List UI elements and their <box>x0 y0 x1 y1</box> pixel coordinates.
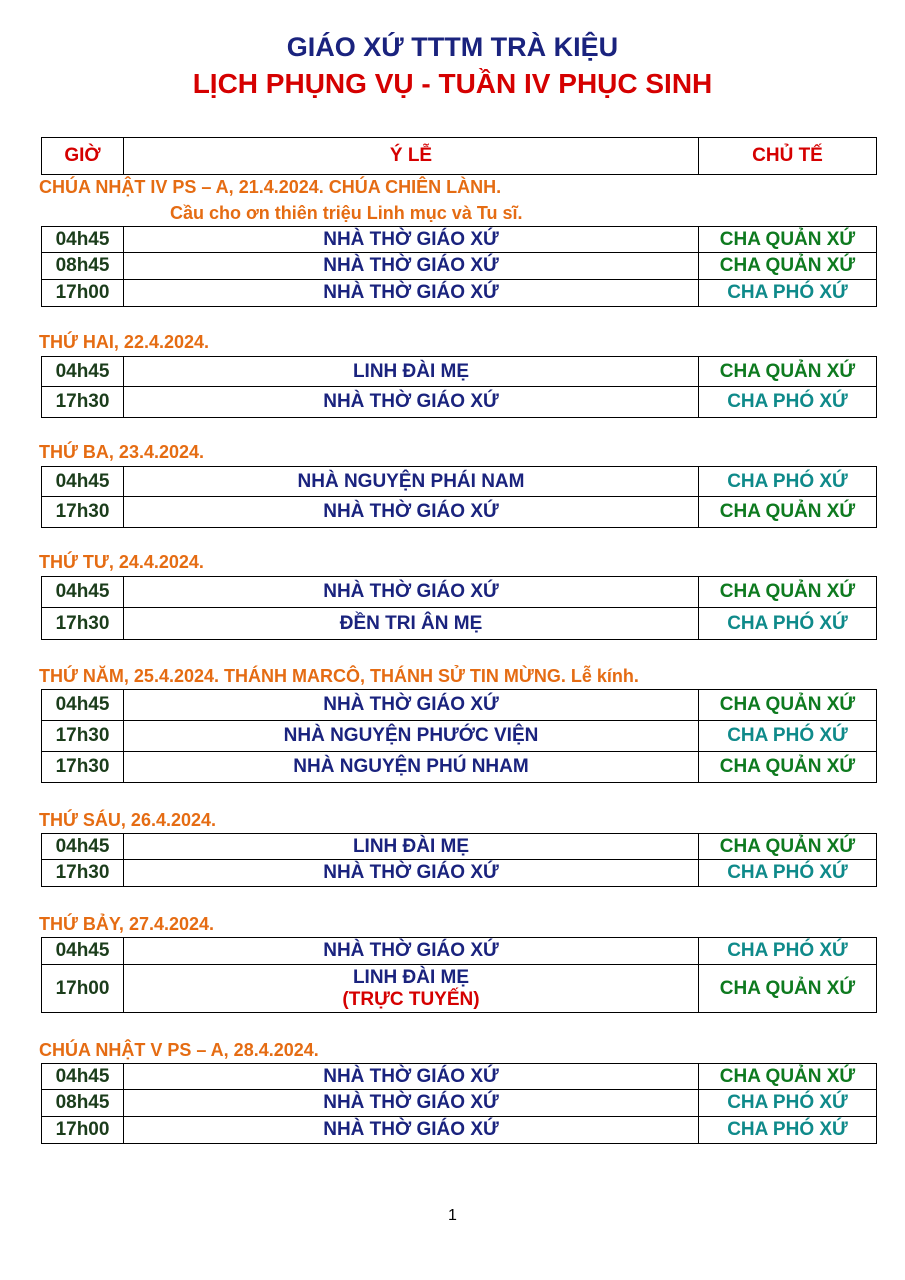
table-row <box>42 690 877 721</box>
mass-place <box>124 1090 699 1117</box>
mass-time: 17h30 <box>42 497 124 528</box>
page-title: GIÁO XỨ TTTM TRÀ KIỆU <box>286 32 619 62</box>
mass-place <box>124 721 699 752</box>
column-header-celebrant: CHỦ TẾ <box>699 138 877 175</box>
mass-celebrant: CHA QUẢN XỨ <box>699 965 877 1013</box>
mass-place-label: NHÀ THỜ GIÁO XỨ <box>323 1065 499 1087</box>
mass-time: 17h30 <box>42 608 124 640</box>
schedule-table <box>41 1063 877 1144</box>
day-title: THỨ BA, 23.4.2024. <box>39 442 205 462</box>
mass-time: 04h45 <box>42 834 124 860</box>
page-number: 1 <box>448 1207 457 1224</box>
mass-place <box>124 227 699 253</box>
mass-celebrant: CHA PHÓ XỨ <box>699 608 877 640</box>
mass-celebrant: CHA QUẢN XỨ <box>699 227 877 253</box>
table-row <box>42 357 877 387</box>
mass-celebrant: CHA PHÓ XỨ <box>699 280 877 307</box>
table-row <box>42 497 877 528</box>
mass-place <box>124 467 699 497</box>
mass-place <box>124 834 699 860</box>
mass-celebrant: CHA PHÓ XỨ <box>699 387 877 418</box>
mass-time: 17h30 <box>42 387 124 418</box>
mass-celebrant: CHA QUẢN XỨ <box>699 577 877 608</box>
mass-place-label: NHÀ THỜ GIÁO XỨ <box>323 282 499 303</box>
mass-place-label: LINH ĐÀI MẸ <box>352 835 470 857</box>
table-row <box>42 577 877 608</box>
mass-place <box>124 965 699 1013</box>
table-row <box>42 938 877 965</box>
mass-time: 08h45 <box>42 1090 124 1117</box>
mass-place-label: NHÀ THỜ GIÁO XỨ <box>323 940 499 961</box>
day-title: CHÚA NHẬT IV PS – A, 21.4.2024. CHÚA CHIÊN LÀNH. <box>39 177 502 197</box>
day-title: CHÚA NHẬT V PS – A, 28.4.2024. <box>39 1040 319 1060</box>
table-row <box>42 1064 877 1090</box>
mass-celebrant: CHA QUẢN XỨ <box>699 357 877 387</box>
table-row <box>42 1090 877 1117</box>
mass-time: 17h00 <box>42 1117 124 1144</box>
mass-celebrant: CHA PHÓ XỨ <box>699 1090 877 1117</box>
mass-place <box>124 387 699 418</box>
mass-place-label: NHÀ THỜ GIÁO XỨ <box>323 501 499 522</box>
day-intention: Cầu cho ơn thiên triệu Linh mục và Tu sĩ. <box>170 203 523 223</box>
table-row <box>42 467 877 497</box>
table-row <box>42 280 877 307</box>
table-row <box>42 965 877 1013</box>
day-title: THỨ SÁU, 26.4.2024. <box>39 810 217 830</box>
mass-place-label: NHÀ THỜ GIÁO XỨ <box>323 255 499 276</box>
schedule-header-table <box>41 137 877 175</box>
table-row <box>42 834 877 860</box>
day-title: THỨ NĂM, 25.4.2024. THÁNH MARCÔ, THÁNH SỬ TIN MỪNG. Lễ kính. <box>39 666 639 686</box>
mass-place <box>124 357 699 387</box>
mass-place <box>124 752 699 783</box>
mass-place-label: NHÀ THỜ GIÁO XỨ <box>323 1119 499 1140</box>
column-header-time: GIỜ <box>42 138 124 175</box>
column-header-place: Ý LỄ <box>124 138 699 175</box>
mass-celebrant: CHA PHÓ XỨ <box>699 1117 877 1144</box>
mass-time: 08h45 <box>42 253 124 280</box>
mass-place <box>124 608 699 640</box>
mass-place-note: (TRỰC TUYẾN) <box>342 988 480 1010</box>
day-title: THỨ HAI, 22.4.2024. <box>39 332 210 352</box>
schedule-table <box>41 689 877 783</box>
mass-place <box>124 1117 699 1144</box>
mass-place <box>124 577 699 608</box>
mass-place-label: NHÀ THỜ GIÁO XỨ <box>323 862 499 883</box>
mass-place <box>124 938 699 965</box>
mass-celebrant: CHA QUẢN XỨ <box>699 253 877 280</box>
mass-time: 17h30 <box>42 721 124 752</box>
mass-time: 04h45 <box>42 357 124 387</box>
mass-celebrant: CHA QUẢN XỨ <box>699 834 877 860</box>
table-row <box>42 387 877 418</box>
table-row <box>42 227 877 253</box>
schedule-table <box>41 466 877 528</box>
schedule-table <box>41 833 877 887</box>
mass-time: 04h45 <box>42 227 124 253</box>
mass-place-label: LINH ĐÀI MẸ <box>352 966 470 988</box>
mass-place-label: NHÀ THỜ GIÁO XỨ <box>323 581 499 602</box>
mass-place-label: LINH ĐÀI MẸ <box>352 360 470 382</box>
mass-celebrant: CHA QUẢN XỨ <box>699 497 877 528</box>
schedule-table <box>41 937 877 1013</box>
mass-time: 04h45 <box>42 1064 124 1090</box>
mass-place-label: NHÀ THỜ GIÁO XỨ <box>323 228 499 250</box>
page-subtitle: LỊCH PHỤNG VỤ - TUẦN IV PHỤC SINH <box>192 68 713 99</box>
day-title: THỨ BẢY, 27.4.2024. <box>39 914 215 934</box>
mass-place <box>124 280 699 307</box>
schedule-table <box>41 576 877 640</box>
table-row <box>42 1117 877 1144</box>
table-row <box>42 608 877 640</box>
mass-celebrant: CHA PHÓ XỨ <box>699 721 877 752</box>
mass-celebrant: CHA PHÓ XỨ <box>699 467 877 497</box>
mass-place <box>124 1064 699 1090</box>
mass-time: 17h30 <box>42 752 124 783</box>
mass-time: 04h45 <box>42 467 124 497</box>
mass-place <box>124 860 699 887</box>
mass-place-label: NHÀ NGUYỆN PHÚ NHAM <box>293 756 529 777</box>
mass-place-label: NHÀ NGUYỆN PHÁI NAM <box>297 470 525 492</box>
mass-time: 17h00 <box>42 965 124 1013</box>
table-row <box>42 860 877 887</box>
mass-time: 04h45 <box>42 690 124 721</box>
mass-place <box>124 497 699 528</box>
table-row <box>42 253 877 280</box>
mass-place-label: ĐỀN TRI ÂN MẸ <box>339 612 483 634</box>
mass-time: 04h45 <box>42 577 124 608</box>
mass-place-label: NHÀ NGUYỆN PHƯỚC VIỆN <box>283 725 539 746</box>
mass-place <box>124 690 699 721</box>
mass-celebrant: CHA QUẢN XỨ <box>699 690 877 721</box>
table-row <box>42 752 877 783</box>
mass-place <box>124 253 699 280</box>
schedule-table <box>41 356 877 418</box>
day-title: THỨ TƯ, 24.4.2024. <box>39 552 204 572</box>
mass-celebrant: CHA PHÓ XỨ <box>699 938 877 965</box>
mass-place-label: NHÀ THỜ GIÁO XỨ <box>323 1092 499 1113</box>
mass-time: 17h00 <box>42 280 124 307</box>
mass-time: 04h45 <box>42 938 124 965</box>
mass-celebrant: CHA PHÓ XỨ <box>699 860 877 887</box>
table-row <box>42 721 877 752</box>
mass-place-label: NHÀ THỜ GIÁO XỨ <box>323 694 499 715</box>
mass-celebrant: CHA QUẢN XỨ <box>699 752 877 783</box>
mass-celebrant: CHA QUẢN XỨ <box>699 1064 877 1090</box>
mass-place-label: NHÀ THỜ GIÁO XỨ <box>323 391 499 412</box>
schedule-table <box>41 226 877 307</box>
mass-time: 17h30 <box>42 860 124 887</box>
